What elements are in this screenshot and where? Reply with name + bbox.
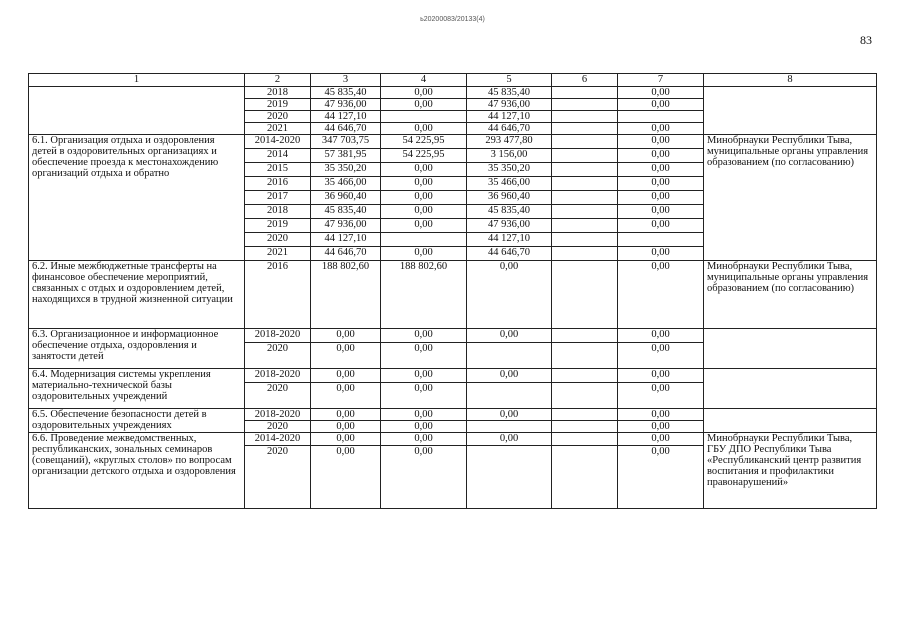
value-cell: 0,00 [618,329,704,343]
value-cell [552,343,618,369]
value-cell [381,111,467,123]
page-number: 83 [860,33,872,47]
value-cell: 0,00 [618,409,704,421]
value-cell: 0,00 [381,446,467,509]
value-cell: 0,00 [381,177,467,191]
table-row [29,409,877,421]
value-cell: 47 936,00 [311,99,381,111]
value-cell [552,421,618,433]
section-description [29,87,245,135]
value-cell: 2018-2020 [245,409,311,421]
value-cell: 44 127,10 [311,111,381,123]
value-cell: 0,00 [311,369,381,383]
value-cell: 0,00 [381,123,467,135]
value-cell: 0,00 [381,433,467,446]
responsible-party [704,369,877,409]
header-cell: 2 [245,74,311,87]
section-description: 6.2. Иные межбюджетные трансферты на финансовое обеспечение мероприятий, связанных с отдых и оздоровлением детей, находящихся в трудной жизненной ситуации [29,261,245,329]
responsible-party [704,409,877,433]
value-cell: 0,00 [381,163,467,177]
value-cell: 293 477,80 [467,135,552,149]
section-description: 6.4. Модернизация системы укрепления материально-технической базы оздоровительных учреждений [29,369,245,409]
value-cell [467,421,552,433]
value-cell: 2020 [245,383,311,409]
value-cell: 45 835,40 [311,87,381,99]
table-row [29,433,877,446]
header-cell: 7 [618,74,704,87]
value-cell: 188 802,60 [381,261,467,329]
value-cell: 0,00 [618,135,704,149]
value-cell [618,233,704,247]
value-cell [552,205,618,219]
table-row [29,369,877,383]
value-cell: 0,00 [618,369,704,383]
value-cell [552,111,618,123]
value-cell: 0,00 [618,163,704,177]
value-cell: 2018 [245,205,311,219]
value-cell: 47 936,00 [311,219,381,233]
value-cell [467,383,552,409]
value-cell: 0,00 [311,343,381,369]
responsible-party: Минобрнауки Республики Тыва, муниципальные органы управления образованием (по согласованию) [704,261,877,329]
value-cell: 2019 [245,99,311,111]
value-cell: 36 960,40 [467,191,552,205]
value-cell: 0,00 [381,409,467,421]
header-cell: 8 [704,74,877,87]
value-cell: 2017 [245,191,311,205]
value-cell: 44 646,70 [467,123,552,135]
value-cell: 2020 [245,446,311,509]
value-cell: 36 960,40 [311,191,381,205]
value-cell [552,149,618,163]
value-cell: 2019 [245,219,311,233]
section-description: 6.1. Организация отдыха и оздоровления детей в оздоровительных организациях и обеспечение проезда к местонахождению организаций отдыха и обратно [29,135,245,261]
value-cell: 0,00 [381,329,467,343]
value-cell: 0,00 [467,261,552,329]
value-cell [552,329,618,343]
value-cell: 0,00 [311,433,381,446]
value-cell: 2020 [245,111,311,123]
value-cell: 0,00 [311,409,381,421]
value-cell [552,247,618,261]
value-cell: 2020 [245,343,311,369]
value-cell: 45 835,40 [467,87,552,99]
value-cell [552,177,618,191]
header-cell: 1 [29,74,245,87]
value-cell: 0,00 [381,383,467,409]
value-cell: 35 466,00 [467,177,552,191]
value-cell: 44 127,10 [467,111,552,123]
value-cell: 35 350,20 [311,163,381,177]
value-cell: 0,00 [618,343,704,369]
value-cell: 2020 [245,421,311,433]
value-cell: 2018 [245,87,311,99]
value-cell: 0,00 [618,421,704,433]
value-cell [552,191,618,205]
value-cell [552,233,618,247]
table-row [29,135,877,149]
value-cell [552,135,618,149]
value-cell: 0,00 [618,177,704,191]
section-description: 6.6. Проведение межведомственных, республиканских, зональных семинаров (совещаний), «круглых столов» по вопросам организации детского отдыха и оздоровления [29,433,245,509]
value-cell: 0,00 [381,421,467,433]
value-cell: 0,00 [618,433,704,446]
responsible-party [704,329,877,369]
value-cell [381,233,467,247]
value-cell: 0,00 [381,219,467,233]
value-cell [618,111,704,123]
value-cell: 0,00 [618,205,704,219]
value-cell: 44 646,70 [311,123,381,135]
value-cell: 47 936,00 [467,99,552,111]
value-cell: 2021 [245,247,311,261]
value-cell: 0,00 [618,191,704,205]
value-cell: 0,00 [467,369,552,383]
value-cell: 0,00 [381,247,467,261]
value-cell: 45 835,40 [311,205,381,219]
value-cell [552,99,618,111]
responsible-party: Минобрнауки Республики Тыва, муниципальные органы управления образованием (по согласованию) [704,135,877,261]
value-cell [552,261,618,329]
value-cell [552,433,618,446]
value-cell: 0,00 [381,343,467,369]
value-cell: 2015 [245,163,311,177]
value-cell: 0,00 [311,329,381,343]
value-cell [552,163,618,177]
value-cell [552,383,618,409]
value-cell: 2016 [245,177,311,191]
value-cell: 35 350,20 [467,163,552,177]
value-cell: 2021 [245,123,311,135]
value-cell [552,409,618,421]
document-id: ь20200083/20133(4) [420,16,485,23]
header-cell: 6 [552,74,618,87]
value-cell: 0,00 [618,261,704,329]
value-cell: 0,00 [618,383,704,409]
value-cell: 0,00 [381,99,467,111]
value-cell: 54 225,95 [381,135,467,149]
value-cell [552,219,618,233]
value-cell: 2014-2020 [245,433,311,446]
value-cell: 0,00 [311,446,381,509]
header-cell: 5 [467,74,552,87]
value-cell: 2016 [245,261,311,329]
value-cell [467,343,552,369]
value-cell: 0,00 [618,219,704,233]
value-cell: 45 835,40 [467,205,552,219]
table-row [29,261,877,329]
value-cell: 2014 [245,149,311,163]
value-cell: 54 225,95 [381,149,467,163]
value-cell [552,446,618,509]
value-cell [552,87,618,99]
value-cell: 44 646,70 [311,247,381,261]
value-cell: 0,00 [467,433,552,446]
value-cell: 0,00 [618,99,704,111]
table-row [29,329,877,343]
value-cell: 2018-2020 [245,369,311,383]
header-cell: 4 [381,74,467,87]
table-row [29,87,877,99]
header-cell: 3 [311,74,381,87]
value-cell: 0,00 [618,446,704,509]
value-cell: 0,00 [467,409,552,421]
responsible-party [704,87,877,135]
value-cell: 47 936,00 [467,219,552,233]
header-row [29,74,877,87]
value-cell [552,123,618,135]
value-cell: 0,00 [618,123,704,135]
value-cell: 0,00 [311,383,381,409]
value-cell: 0,00 [381,369,467,383]
value-cell: 35 466,00 [311,177,381,191]
value-cell: 57 381,95 [311,149,381,163]
budget-table [28,73,877,509]
value-cell: 0,00 [618,87,704,99]
value-cell: 0,00 [381,205,467,219]
value-cell: 0,00 [618,149,704,163]
value-cell: 3 156,00 [467,149,552,163]
value-cell: 0,00 [467,329,552,343]
value-cell [467,446,552,509]
value-cell: 0,00 [381,191,467,205]
value-cell: 0,00 [311,421,381,433]
value-cell: 0,00 [618,247,704,261]
value-cell: 44 127,10 [311,233,381,247]
responsible-party: Минобрнауки Республики Тыва, ГБУ ДПО Республики Тыва «Республиканский центр развития воспитания и профилактики правонарушений» [704,433,877,509]
value-cell: 44 127,10 [467,233,552,247]
value-cell: 188 802,60 [311,261,381,329]
value-cell: 0,00 [381,87,467,99]
value-cell: 44 646,70 [467,247,552,261]
value-cell: 2014-2020 [245,135,311,149]
section-description: 6.3. Организационное и информационное обеспечение отдыха, оздоровления и занятости детей [29,329,245,369]
section-description: 6.5. Обеспечение безопасности детей в оздоровительных учреждениях [29,409,245,433]
value-cell: 2018-2020 [245,329,311,343]
value-cell [552,369,618,383]
value-cell: 2020 [245,233,311,247]
value-cell: 347 703,75 [311,135,381,149]
